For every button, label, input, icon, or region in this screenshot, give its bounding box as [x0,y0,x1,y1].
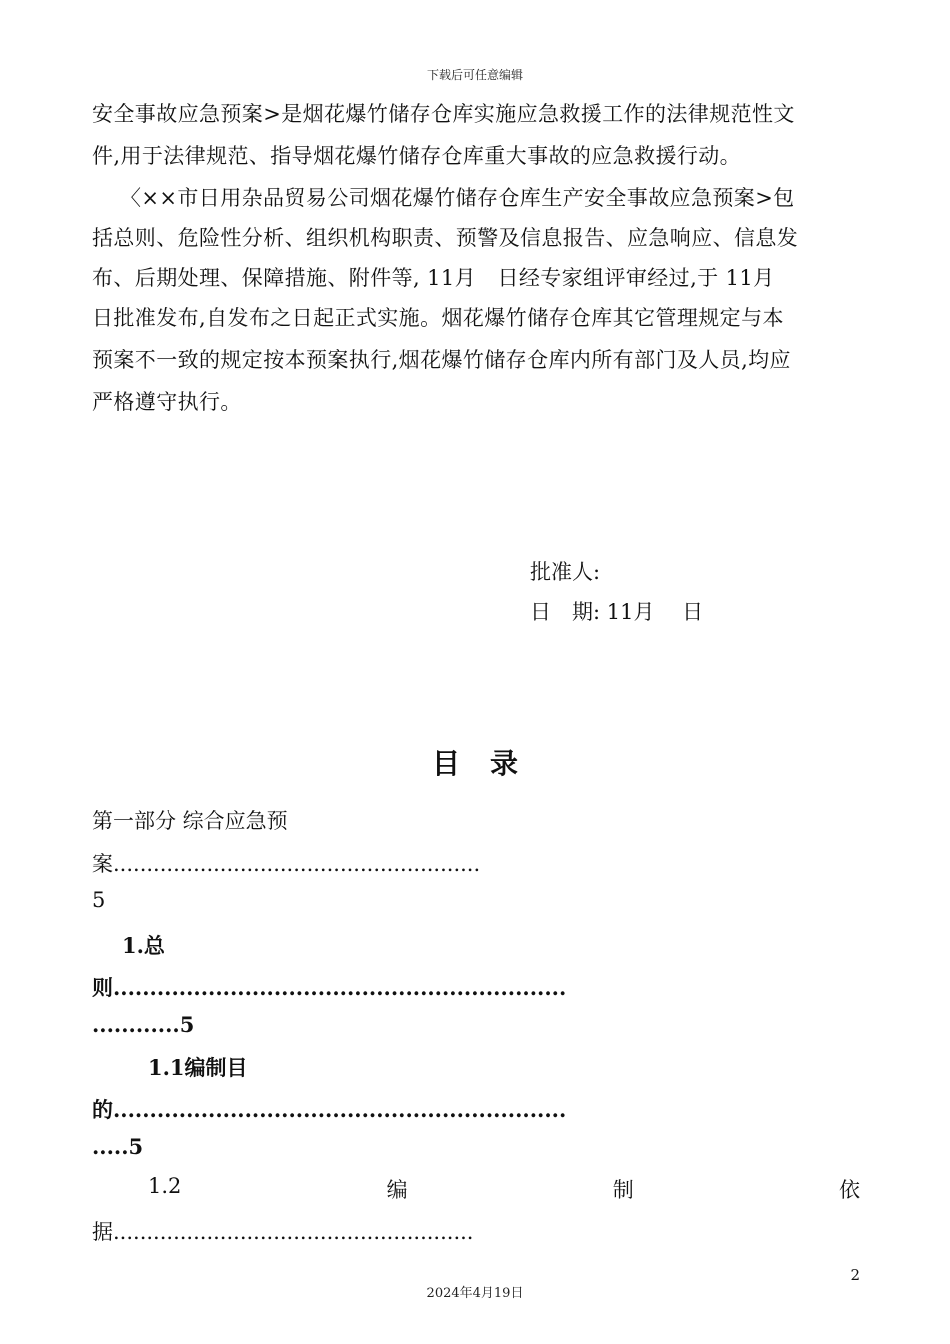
approval-date: 日 期: 11月 日 [530,600,704,624]
toc-leader-page: .....5 [92,1134,144,1159]
toc-title: 目录 [431,747,548,780]
toc-word: 制 [612,1178,634,1202]
body-text-line: 日批准发布,自发布之日起正式实施。烟花爆竹储存仓库其它管理规定与本 [92,306,784,330]
toc-word: 1.2 [148,1174,182,1198]
body-text-line: 安全事故应急预案>是烟花爆竹储存仓库实施应急救援工作的法律规范性文 [92,102,795,126]
body-text-line: 括总则、危险性分析、组织机构职责、预警及信息报告、应急响应、信息发 [92,226,799,250]
page-footer-date: 2024年4月19日 [426,1286,524,1301]
body-text-line: 件,用于法律规范、指导烟花爆竹储存仓库重大事故的应急救援行动。 [92,144,742,168]
toc-leader: 案....................................................... [92,852,481,876]
toc-leader: 的.............................................................. [92,1097,567,1122]
toc-entry-section-1-2[interactable] [148,1174,860,1204]
toc-entry-section-1-1[interactable]: 1.1编制目 [148,1055,248,1080]
body-text-line: 布、后期处理、保障措施、附件等, 11月 日经专家组评审经过,于 11月 [92,266,775,290]
page-header: 下载后可任意编辑 [426,68,523,82]
toc-leader: 则.............................................................. [92,975,567,1000]
body-text-line: 〈××市日用杂品贸易公司烟花爆竹储存仓库生产安全事故应急预案>包 [120,186,795,210]
toc-entry-section-1[interactable]: 1.总 [122,933,165,958]
toc-entry-part1[interactable]: 第一部分 综合应急预 [92,809,288,833]
body-text-line: 严格遵守执行。 [92,390,242,414]
body-text-line: 预案不一致的规定按本预案执行,烟花爆竹储存仓库内所有部门及人员,均应 [92,348,791,372]
toc-page-number: 5 [92,888,106,912]
toc-leader-page: ............5 [92,1012,195,1037]
toc-word: 编 [386,1178,408,1202]
toc-word: 依 [838,1178,860,1202]
page-number: 2 [850,1266,860,1284]
toc-leader: 据...................................................... [92,1220,474,1244]
approver-label: 批准人: [530,560,601,584]
